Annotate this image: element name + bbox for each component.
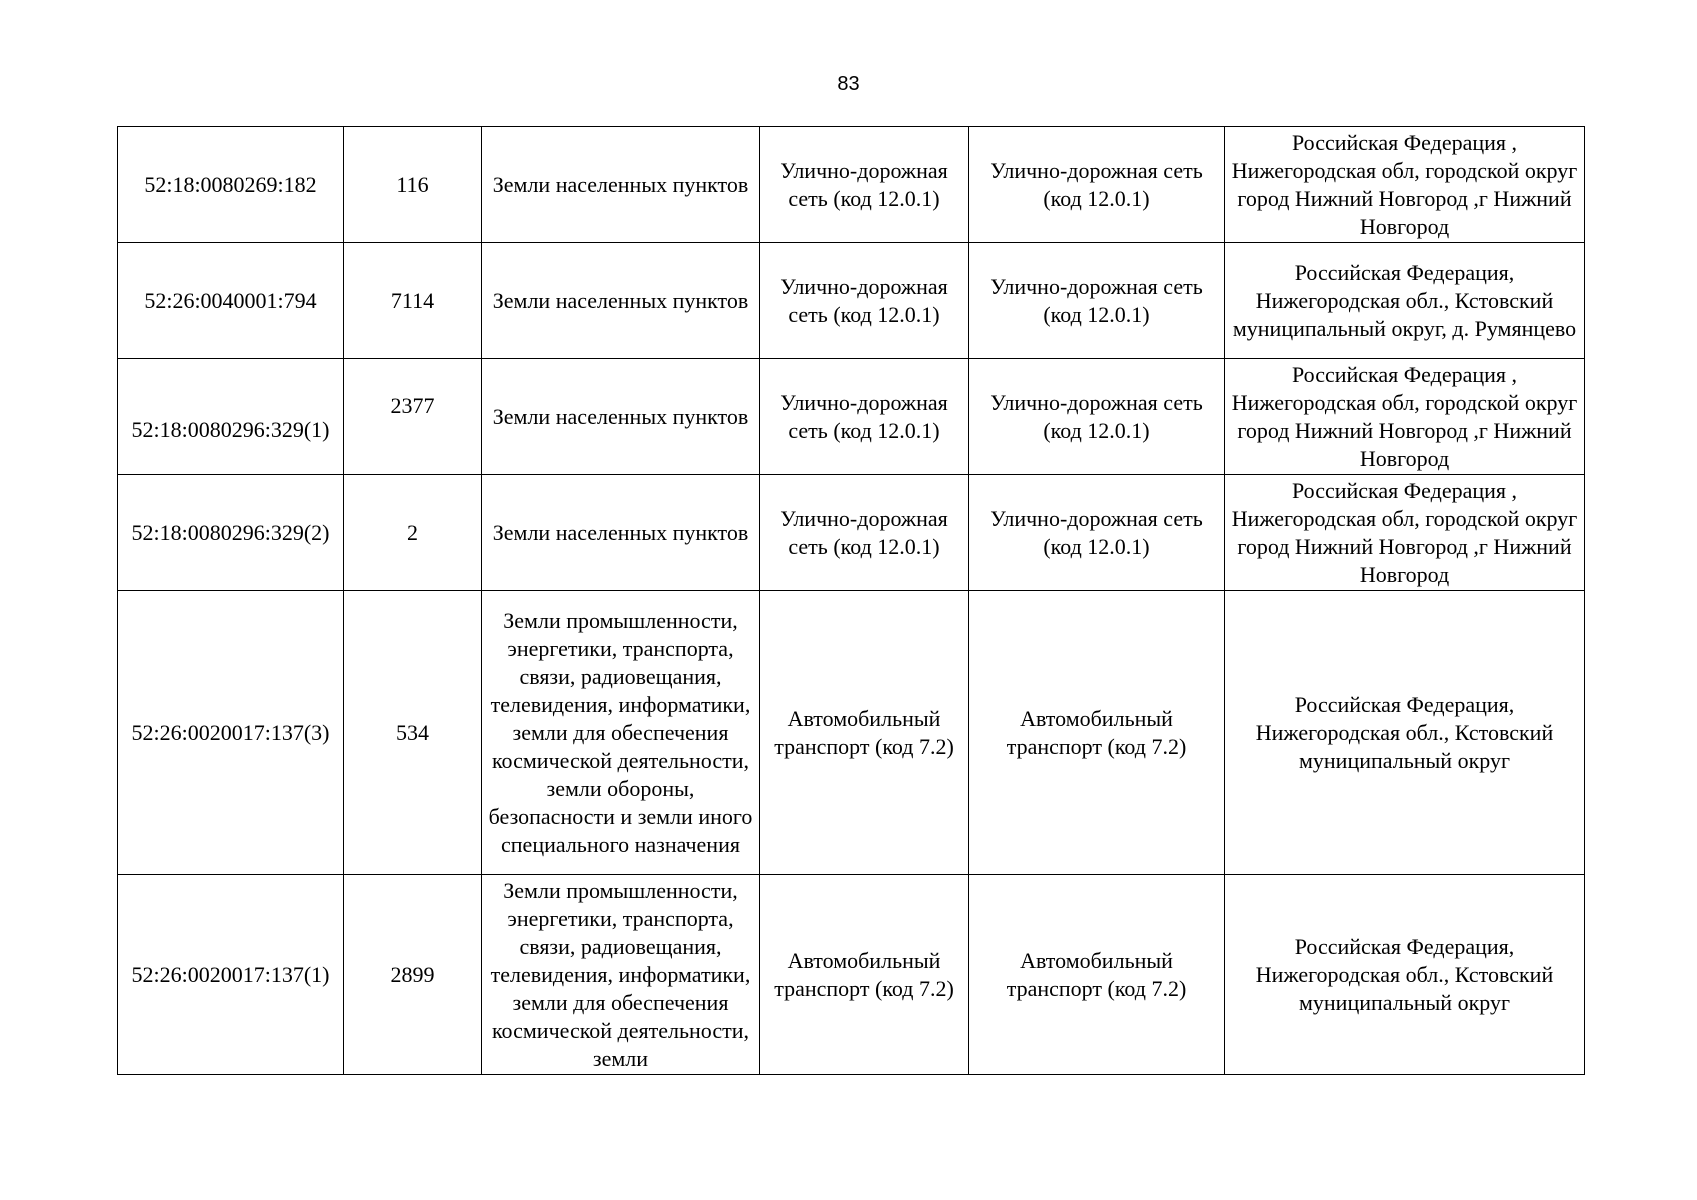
- planned-use-cell: Улично-дорожная сеть (код 12.0.1): [969, 475, 1225, 591]
- address-cell: Российская Федерация , Нижегородская обл, городской округ город Нижний Новгород ,г Нижний Новгород: [1225, 475, 1585, 591]
- address-cell: Российская Федерация, Нижегородская обл., Кстовский муниципальный округ: [1225, 875, 1585, 1075]
- land-category-cell: Земли населенных пунктов: [482, 243, 760, 359]
- planned-use-cell: Улично-дорожная сеть (код 12.0.1): [969, 127, 1225, 243]
- area-cell: 534: [344, 591, 482, 875]
- permitted-use-cell: Улично-дорожная сеть (код 12.0.1): [760, 243, 969, 359]
- address-cell: Российская Федерация, Нижегородская обл., Кстовский муниципальный округ, д. Румянцево: [1225, 243, 1585, 359]
- land-category-cell: Земли населенных пунктов: [482, 475, 760, 591]
- permitted-use-cell: Улично-дорожная сеть (код 12.0.1): [760, 475, 969, 591]
- land-category-cell: Земли населенных пунктов: [482, 359, 760, 475]
- table-row: [118, 875, 1585, 1075]
- area-cell: 116: [344, 127, 482, 243]
- area-cell: 7114: [344, 243, 482, 359]
- permitted-use-cell: Улично-дорожная сеть (код 12.0.1): [760, 127, 969, 243]
- land-category-cell: Земли населенных пунктов: [482, 127, 760, 243]
- planned-use-cell: Улично-дорожная сеть (код 12.0.1): [969, 243, 1225, 359]
- address-cell: Российская Федерация, Нижегородская обл., Кстовский муниципальный округ: [1225, 591, 1585, 875]
- address-cell: Российская Федерация , Нижегородская обл, городской округ город Нижний Новгород ,г Нижний Новгород: [1225, 359, 1585, 475]
- permitted-use-cell: Улично-дорожная сеть (код 12.0.1): [760, 359, 969, 475]
- area-cell: 2377: [344, 359, 482, 475]
- cadastral-number-cell: 52:26:0020017:137(1): [118, 875, 344, 1075]
- page-number: 83: [837, 73, 860, 95]
- cadastral-number-cell: 52:18:0080296:329(1): [118, 359, 344, 475]
- area-cell: 2: [344, 475, 482, 591]
- table-row: [118, 359, 1585, 475]
- cadastral-number-cell: 52:18:0080296:329(2): [118, 475, 344, 591]
- planned-use-cell: Автомобильный транспорт (код 7.2): [969, 875, 1225, 1075]
- permitted-use-cell: Автомобильный транспорт (код 7.2): [760, 591, 969, 875]
- land-category-cell: Земли промышленности, энергетики, транспорта, связи, радиовещания, телевидения, информатики, земли для обеспечения космической деятельности, земли: [482, 875, 760, 1075]
- land-category-cell: Земли промышленности, энергетики, транспорта, связи, радиовещания, телевидения, информатики, земли для обеспечения космической деятельности, земли обороны, безопасности и земли иного специального назначения: [482, 591, 760, 875]
- parcels-table: [117, 126, 1585, 1075]
- cadastral-number-cell: 52:26:0040001:794: [118, 243, 344, 359]
- table-row: [118, 127, 1585, 243]
- permitted-use-cell: Автомобильный транспорт (код 7.2): [760, 875, 969, 1075]
- cadastral-number-cell: 52:26:0020017:137(3): [118, 591, 344, 875]
- address-cell: Российская Федерация , Нижегородская обл, городской округ город Нижний Новгород ,г Нижний Новгород: [1225, 127, 1585, 243]
- area-cell: 2899: [344, 875, 482, 1075]
- planned-use-cell: Автомобильный транспорт (код 7.2): [969, 591, 1225, 875]
- planned-use-cell: Улично-дорожная сеть (код 12.0.1): [969, 359, 1225, 475]
- table-row: [118, 243, 1585, 359]
- table-row: [118, 475, 1585, 591]
- cadastral-number-cell: 52:18:0080269:182: [118, 127, 344, 243]
- table-row: [118, 591, 1585, 875]
